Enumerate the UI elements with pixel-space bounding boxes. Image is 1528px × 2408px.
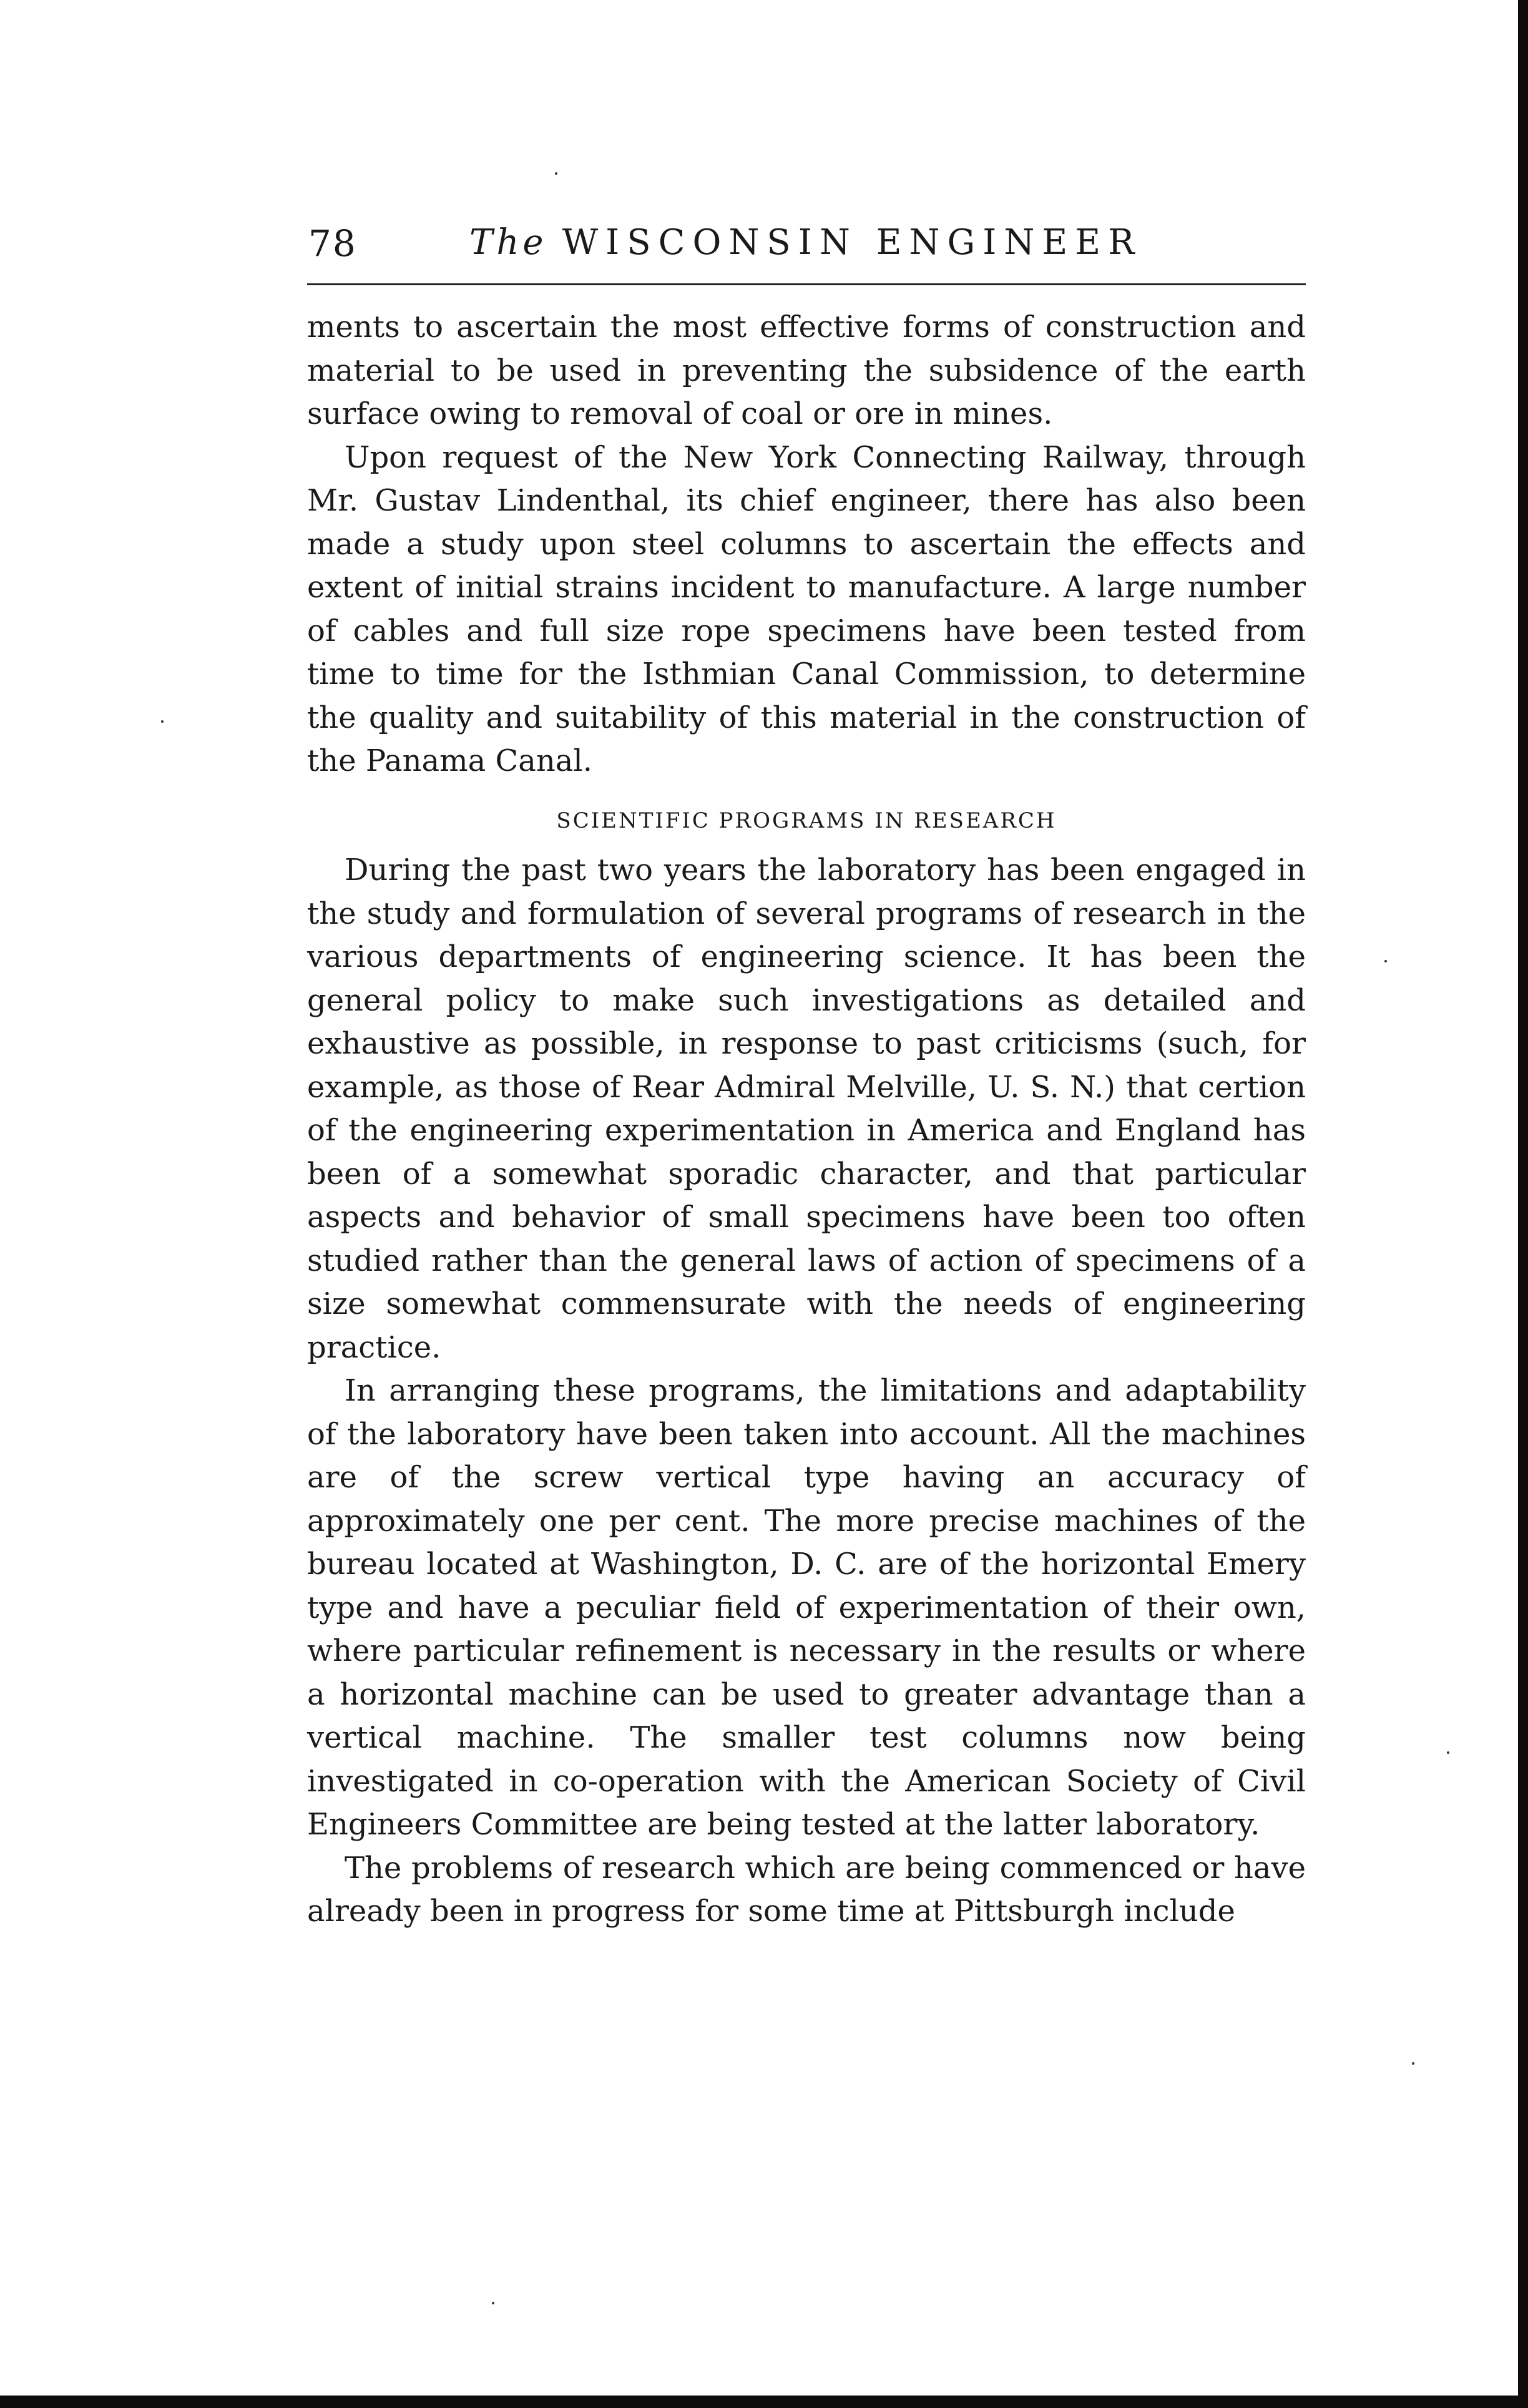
article-body xyxy=(307,306,1306,1934)
journal-title xyxy=(469,222,1142,263)
scan-speck xyxy=(1447,1751,1449,1754)
journal-title-main: WISCONSIN ENGINEER xyxy=(562,222,1142,263)
scan-speck xyxy=(161,720,164,723)
page xyxy=(307,218,1306,1929)
scan-speck xyxy=(1412,2062,1414,2065)
journal-title-the: The xyxy=(469,222,547,263)
scan-speck xyxy=(492,2302,494,2304)
paragraph-railway-study: Upon request of the New York Connecting Railway, through Mr. Gustav Lindenthal, its chief engineer, there has also been made a study upon steel columns to ascertain the effects and extent of initial strains incident to manufacture. A large number of cables and full size rope specimens have been tested from time to time for the Isthmian Canal Commission, to determine the quality and suitability of this material in the construction of the Panama Canal. xyxy=(307,439,1306,778)
scan-speck xyxy=(1384,960,1387,962)
page-number: 78 xyxy=(308,222,357,265)
paragraph-research-programs: During the past two years the laboratory has been engaged in the study and formulation of several programs of research in the various departments of engineering science. It has been the general policy to make such investigations as detailed and exhaustive as possible, in response to past criticisms (such, for example, as those of Rear Admiral Melville, U. S. N.) that certion of the engineering experimentation in America and England has been of a somewhat sporadic character, and that particular aspects and behavior of small specimens have been too often studied rather than the general laws of action of specimens of a size somewhat commensurate with the needs of engineering practice. xyxy=(307,853,1306,1365)
scan-edge-bottom xyxy=(0,2396,1528,2408)
paragraph-laboratory-limitations: In arranging these programs, the limitations and adaptability of the laboratory have been taken into account. All the machines are of the screw vertical type having an accuracy of approximately one per cent. The more precise machines of the bureau located at Washington, D. C. are of the horizontal Emery type and have a peculiar field of experimentation of their own, where particular refinement is necessary in the results or where a horizontal machine can be used to greater advantage than a vertical machine. The smaller test columns now being investigated in co-operation with the American Society of Civil Engineers Committee are being tested at the latter laboratory. xyxy=(307,1373,1306,1842)
paragraph-continuation: ments to ascertain the most effective forms of construction and material to be used in preventing the subsidence of the earth surface owing to removal of coal or ore in mines. xyxy=(307,310,1306,431)
paragraph-research-problems: The problems of research which are being commenced or have already been in progress for some time at Pittsburgh include xyxy=(307,1850,1306,1929)
running-head xyxy=(307,218,1306,281)
section-heading: SCIENTIFIC PROGRAMS IN RESEARCH xyxy=(556,808,1057,833)
scan-edge-right xyxy=(1518,0,1528,2408)
header-rule xyxy=(307,283,1306,285)
scan-speck xyxy=(555,172,557,175)
